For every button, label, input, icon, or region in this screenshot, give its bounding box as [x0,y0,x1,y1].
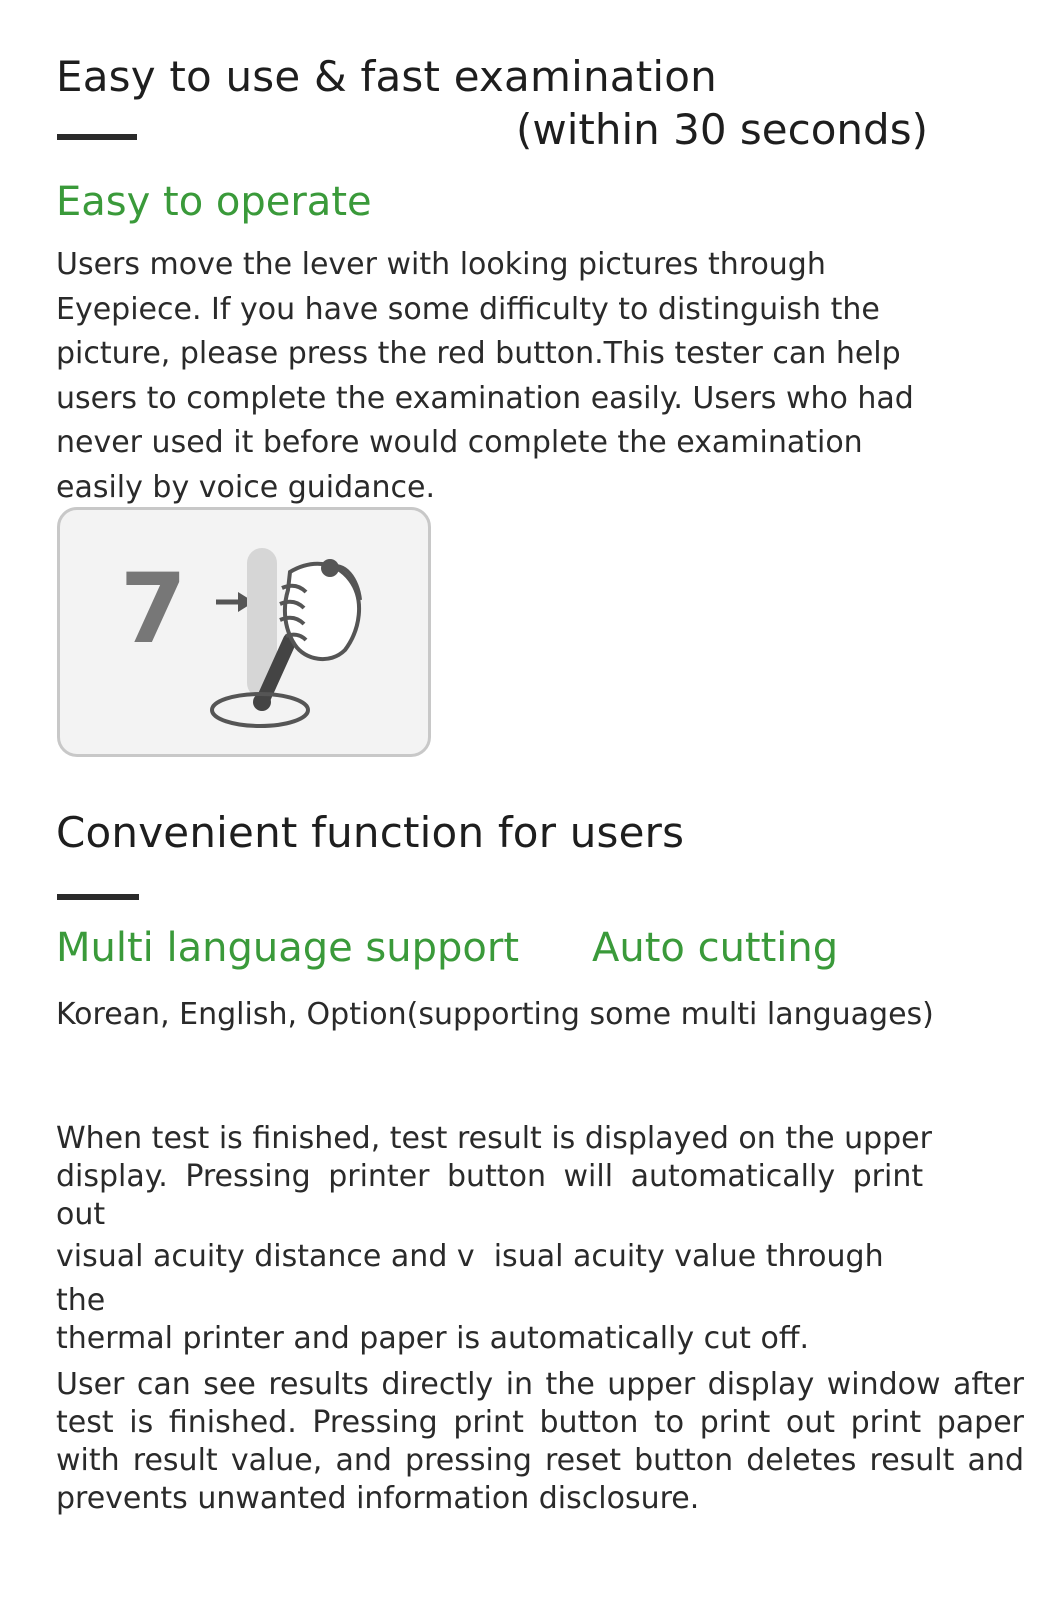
lever-knob [321,559,339,577]
paragraph-line: users to complete the examination easily. Users who had [56,380,914,416]
feature-heading-easy-operate: Easy to operate [56,179,372,225]
paragraph-line: Users move the lever with looking pictures through [56,247,826,282]
description-line: display. Pressing printer button will automatically print [56,1159,924,1194]
title-underline [57,134,137,140]
paragraph-line: never used it before would complete the examination [56,425,863,460]
auto-cutting-description [56,1120,932,1358]
section-title-convenient: Convenient function for users [56,808,685,857]
hand-palm [285,564,359,659]
languages-text: Korean, English, Option(supporting some multi languages) [56,997,934,1032]
section-subtitle-time: (within 30 seconds) [516,105,928,154]
feature-heading-auto-cutting: Auto cutting [592,925,839,971]
section-title-easy-use: Easy to use & fast examination [56,52,717,101]
description-line: thermal printer and paper is automatically cut off. [56,1321,810,1356]
lever-hand-icon [60,510,428,754]
description-line: When test is finished, test result is displayed on the upper [56,1121,932,1156]
title-underline [57,894,139,900]
feature-heading-multi-language: Multi language support [56,925,520,971]
description-line: visual acuity distance and v isual acuity value through [56,1239,884,1274]
number-seven-glyph: 7 [120,553,187,665]
description-line: the [56,1283,106,1318]
description-line: out [56,1197,106,1232]
paragraph-line: picture, please press the red button.This tester can help [56,336,901,371]
paragraph-line: Eyepiece. If you have some difficulty to distinguish the [56,291,880,327]
paragraph-line: easily by voice guidance. [56,469,436,505]
lever-illustration-box [57,507,431,757]
reset-description: User can see results directly in the upper display window after test is finished. Pressing print button to print out print paper with result value, and pressing reset button deletes result and prevents unwanted information disclosure. [56,1367,1024,1516]
easy-operate-paragraph [56,243,1016,510]
